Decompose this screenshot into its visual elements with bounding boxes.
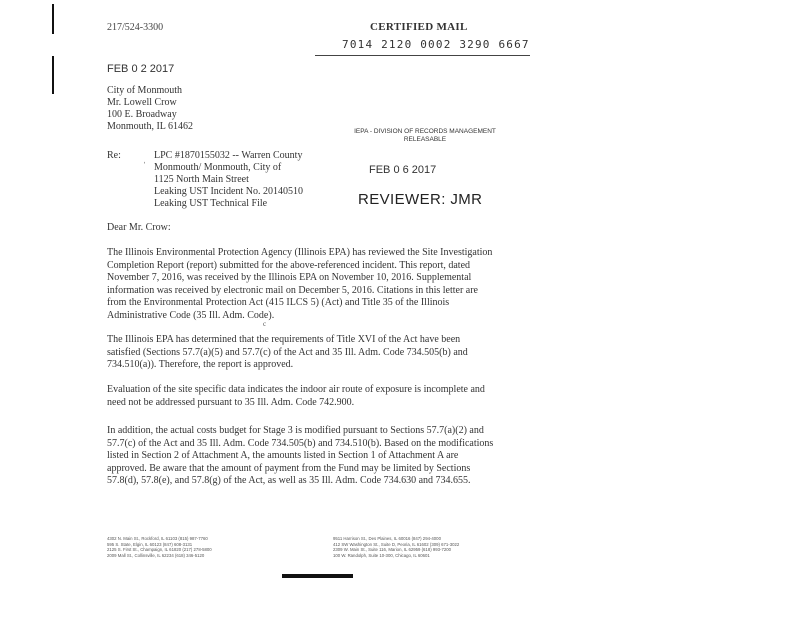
footer-address-line: 4302 N. Main St., Rockford, IL 61103 (815) 987-7760 [107,536,208,541]
re-tick-mark: ˈ [143,161,147,172]
letter-date-stamp: FEB 0 2 2017 [107,63,175,75]
body-paragraph-1 [107,247,492,322]
re-line: Leaking UST Technical File [154,198,268,209]
body-paragraph-3 [107,384,485,409]
paragraph-line: from the Environmental Protection Act (415 ILCS 5) (Act) and Title 35 of the Illinois [107,297,450,308]
footer-address-line: 2125 S. First St., Champaign, IL 61820 (217) 278-5800 [107,547,212,553]
footer-addresses-right [333,536,459,558]
footer-address-line: 412 SW Washington St., Suite D, Peoria, IL 61602 (309) 671-3022 [333,541,460,547]
paragraph-line: satisfied (Sections 57.7(a)(5) and 57.7(c) of the Act and 35 Ill. Adm. Code 734.505(b) and [107,346,468,358]
footer-address-line: 2009 Mall St., Collinsville, IL 62234 (618) 346-5120 [107,552,205,558]
scan-edge-mark-top [52,4,54,34]
reviewer-stamp: REVIEWER: JMR [358,191,483,208]
paragraph-line: information was received by electronic mail on December 5, 2016. Citations in this letter are [107,284,478,296]
re-subject-block [154,150,303,210]
paragraph-line: Evaluation of the site specific data indicates the indoor air route of exposure is incomplete and [107,384,485,395]
agency-phone: 217/524-3300 [107,22,164,33]
scan-redaction-bar [282,574,353,578]
paragraph-line: The Illinois Environmental Protection Agency (Illinois EPA) has reviewed the Site Investigation [107,247,493,258]
re-line: Monmouth/ Monmouth, City of [154,162,282,173]
re-line: LPC #1870155032 -- Warren County [154,150,303,161]
re-line: Leaking UST Incident No. 20140510 [154,186,303,197]
paragraph-line: need not be addressed pursuant to 35 Ill. Adm. Code 742.900. [107,396,355,408]
address-line: City of Monmouth [107,85,183,96]
address-line: 100 E. Broadway [107,109,177,120]
salutation: Dear Mr. Crow: [107,222,171,233]
tracking-underline [315,55,530,56]
paragraph-line: listed in Section 2 of Attachment A, the amounts listed in Section 1 of Attachment A are [107,450,459,461]
paragraph-line: 57.7(c) of the Act and 35 Ill. Adm. Code 734.505(b) and 734.510(b). Based on the modifications [107,437,494,449]
body-paragraph-2 [107,334,468,372]
stray-handwritten-mark: c [263,320,267,328]
paragraph-line: Completion Report (report) submitted for the above-referenced incident. This report, dated [107,259,471,271]
body-paragraph-4 [107,425,493,488]
footer-address-line: 9511 Harrison St., Des Plaines, IL 60016 (847) 294-4000 [333,536,441,541]
footer-address-line: 100 W. Randolph, Suite 10-300, Chicago, IL 60601 [333,552,430,558]
records-stamp-heading: IEPA - DIVISION OF RECORDS MANAGEMENT RELEASABLE [354,128,496,143]
paragraph-line: In addition, the actual costs budget for Stage 3 is modified pursuant to Sections 57.7(a)(2) and [107,425,484,436]
scan-edge-mark-middle [52,56,54,94]
paragraph-line: approved. Be aware that the amount of payment from the Fund may be limited by Sections [107,462,471,474]
records-stamp-date: FEB 0 6 2017 [369,164,437,176]
re-label: Re: [107,150,121,161]
re-line: 1125 North Main Street [154,174,249,185]
paragraph-line: Administrative Code (35 Ill. Adm. Code). [107,309,275,321]
certified-mail-label: CERTIFIED MAIL [370,21,468,33]
paragraph-line: 734.510(a)). Therefore, the report is approved. [107,359,294,370]
footer-address-line: 595 S. State, Elgin, IL 60123 (847) 608-3131 [107,541,193,547]
paragraph-line: November 7, 2016, was received by the Illinois EPA on November 10, 2016. Supplemental [107,272,472,283]
tracking-number: 7014 2120 0002 3290 6667 [342,38,530,51]
paragraph-line: The Illinois EPA has determined that the requirements of Title XVI of the Act have been [107,334,461,345]
paragraph-line: 57.8(d), 57.8(e), and 57.8(g) of the Act, as well as 35 Ill. Adm. Code 734.630 and 734.655. [107,475,471,486]
address-line: Mr. Lowell Crow [107,97,177,108]
recipient-address [107,85,193,133]
address-line: Monmouth, IL 61462 [107,121,194,132]
footer-address-line: 2309 W. Main St., Suite 116, Marion, IL 62959 (618) 993-7200 [333,547,451,553]
footer-addresses-left [107,536,212,558]
